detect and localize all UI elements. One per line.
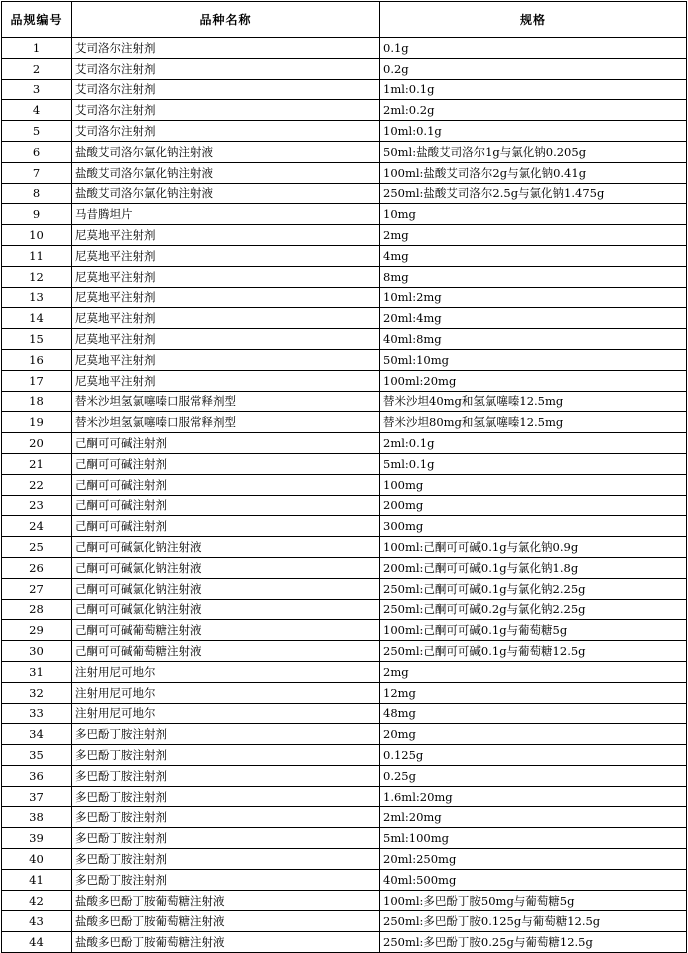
cell-spec-number: 33 bbox=[2, 703, 72, 724]
cell-drug-name: 尼莫地平注射剂 bbox=[72, 287, 380, 308]
cell-specification: 48mg bbox=[380, 703, 687, 724]
cell-drug-name: 盐酸艾司洛尔氯化钠注射液 bbox=[72, 162, 380, 183]
cell-drug-name: 艾司洛尔注射剂 bbox=[72, 121, 380, 142]
cell-spec-number: 14 bbox=[2, 308, 72, 329]
table-row bbox=[2, 911, 687, 932]
cell-drug-name: 己酮可可碱注射剂 bbox=[72, 453, 380, 474]
cell-drug-name: 注射用尼可地尔 bbox=[72, 682, 380, 703]
table-row bbox=[2, 100, 687, 121]
cell-drug-name: 己酮可可碱注射剂 bbox=[72, 516, 380, 537]
cell-specification: 100ml:己酮可可碱0.1g与氯化钠0.9g bbox=[380, 537, 687, 558]
table-row bbox=[2, 225, 687, 246]
cell-specification: 250ml:多巴酚丁胺0.125g与葡萄糖12.5g bbox=[380, 911, 687, 932]
cell-spec-number: 17 bbox=[2, 370, 72, 391]
cell-drug-name: 多巴酚丁胺注射剂 bbox=[72, 849, 380, 870]
cell-spec-number: 9 bbox=[2, 204, 72, 225]
cell-spec-number: 30 bbox=[2, 641, 72, 662]
table-row bbox=[2, 682, 687, 703]
cell-specification: 2mg bbox=[380, 225, 687, 246]
cell-drug-name: 尼莫地平注射剂 bbox=[72, 266, 380, 287]
table-row bbox=[2, 474, 687, 495]
table-row bbox=[2, 370, 687, 391]
cell-specification: 250ml:盐酸艾司洛尔2.5g与氯化钠1.475g bbox=[380, 183, 687, 204]
cell-specification: 100mg bbox=[380, 474, 687, 495]
cell-specification: 300mg bbox=[380, 516, 687, 537]
cell-drug-name: 注射用尼可地尔 bbox=[72, 661, 380, 682]
cell-specification: 8mg bbox=[380, 266, 687, 287]
table-row bbox=[2, 599, 687, 620]
cell-specification: 50ml:盐酸艾司洛尔1g与氯化钠0.205g bbox=[380, 141, 687, 162]
table-row bbox=[2, 453, 687, 474]
cell-drug-name: 尼莫地平注射剂 bbox=[72, 370, 380, 391]
table-row bbox=[2, 641, 687, 662]
cell-specification: 250ml:多巴酚丁胺0.25g与葡萄糖12.5g bbox=[380, 932, 687, 953]
cell-drug-name: 盐酸多巴酚丁胺葡萄糖注射液 bbox=[72, 890, 380, 911]
cell-specification: 20ml:4mg bbox=[380, 308, 687, 329]
cell-spec-number: 44 bbox=[2, 932, 72, 953]
table-row bbox=[2, 287, 687, 308]
cell-specification: 20mg bbox=[380, 724, 687, 745]
cell-drug-name: 己酮可可碱氯化钠注射液 bbox=[72, 578, 380, 599]
table-row bbox=[2, 516, 687, 537]
cell-drug-name: 多巴酚丁胺注射剂 bbox=[72, 745, 380, 766]
cell-spec-number: 16 bbox=[2, 349, 72, 370]
cell-specification: 10ml:2mg bbox=[380, 287, 687, 308]
cell-spec-number: 12 bbox=[2, 266, 72, 287]
table-row bbox=[2, 786, 687, 807]
cell-specification: 0.1g bbox=[380, 38, 687, 59]
cell-spec-number: 32 bbox=[2, 682, 72, 703]
cell-spec-number: 35 bbox=[2, 745, 72, 766]
cell-spec-number: 29 bbox=[2, 620, 72, 641]
cell-specification: 1.6ml:20mg bbox=[380, 786, 687, 807]
cell-specification: 10ml:0.1g bbox=[380, 121, 687, 142]
cell-spec-number: 8 bbox=[2, 183, 72, 204]
cell-drug-name: 己酮可可碱氯化钠注射液 bbox=[72, 557, 380, 578]
header-row bbox=[2, 2, 687, 38]
table-row bbox=[2, 703, 687, 724]
cell-specification: 200ml:己酮可可碱0.1g与氯化钠1.8g bbox=[380, 557, 687, 578]
drug-spec-table bbox=[1, 1, 687, 953]
cell-spec-number: 1 bbox=[2, 38, 72, 59]
cell-drug-name: 己酮可可碱氯化钠注射液 bbox=[72, 599, 380, 620]
table-body bbox=[2, 38, 687, 953]
cell-spec-number: 38 bbox=[2, 807, 72, 828]
cell-drug-name: 马昔腾坦片 bbox=[72, 204, 380, 225]
cell-spec-number: 42 bbox=[2, 890, 72, 911]
table-row bbox=[2, 745, 687, 766]
cell-specification: 2ml:0.2g bbox=[380, 100, 687, 121]
cell-spec-number: 3 bbox=[2, 79, 72, 100]
cell-spec-number: 25 bbox=[2, 537, 72, 558]
cell-spec-number: 28 bbox=[2, 599, 72, 620]
cell-specification: 5ml:100mg bbox=[380, 828, 687, 849]
table-row bbox=[2, 890, 687, 911]
cell-spec-number: 4 bbox=[2, 100, 72, 121]
cell-spec-number: 37 bbox=[2, 786, 72, 807]
cell-drug-name: 盐酸艾司洛尔氯化钠注射液 bbox=[72, 141, 380, 162]
cell-spec-number: 43 bbox=[2, 911, 72, 932]
cell-drug-name: 替米沙坦氢氯噻嗪口服常释剂型 bbox=[72, 412, 380, 433]
cell-spec-number: 20 bbox=[2, 433, 72, 454]
table-row bbox=[2, 141, 687, 162]
cell-drug-name: 盐酸艾司洛尔氯化钠注射液 bbox=[72, 183, 380, 204]
cell-spec-number: 36 bbox=[2, 765, 72, 786]
cell-specification: 0.25g bbox=[380, 765, 687, 786]
cell-spec-number: 6 bbox=[2, 141, 72, 162]
cell-drug-name: 替米沙坦氢氯噻嗪口服常释剂型 bbox=[72, 391, 380, 412]
cell-spec-number: 31 bbox=[2, 661, 72, 682]
table-row bbox=[2, 537, 687, 558]
table-row bbox=[2, 266, 687, 287]
cell-specification: 40ml:8mg bbox=[380, 329, 687, 350]
table-row bbox=[2, 121, 687, 142]
table-row bbox=[2, 38, 687, 59]
cell-drug-name: 多巴酚丁胺注射剂 bbox=[72, 724, 380, 745]
cell-drug-name: 多巴酚丁胺注射剂 bbox=[72, 765, 380, 786]
cell-specification: 4mg bbox=[380, 245, 687, 266]
header-drug-name: 品种名称 bbox=[72, 2, 380, 38]
cell-specification: 20ml:250mg bbox=[380, 849, 687, 870]
cell-spec-number: 5 bbox=[2, 121, 72, 142]
table-row bbox=[2, 869, 687, 890]
cell-spec-number: 15 bbox=[2, 329, 72, 350]
cell-spec-number: 19 bbox=[2, 412, 72, 433]
cell-specification: 100ml:20mg bbox=[380, 370, 687, 391]
cell-drug-name: 尼莫地平注射剂 bbox=[72, 349, 380, 370]
cell-drug-name: 尼莫地平注射剂 bbox=[72, 329, 380, 350]
cell-drug-name: 己酮可可碱葡萄糖注射液 bbox=[72, 620, 380, 641]
table-row bbox=[2, 849, 687, 870]
cell-drug-name: 己酮可可碱注射剂 bbox=[72, 495, 380, 516]
cell-specification: 200mg bbox=[380, 495, 687, 516]
cell-drug-name: 多巴酚丁胺注射剂 bbox=[72, 828, 380, 849]
cell-drug-name: 艾司洛尔注射剂 bbox=[72, 100, 380, 121]
cell-spec-number: 24 bbox=[2, 516, 72, 537]
cell-specification: 替米沙坦40mg和氢氯噻嗪12.5mg bbox=[380, 391, 687, 412]
table-row bbox=[2, 724, 687, 745]
cell-drug-name: 尼莫地平注射剂 bbox=[72, 245, 380, 266]
cell-specification: 250ml:己酮可可碱0.1g与葡萄糖12.5g bbox=[380, 641, 687, 662]
cell-drug-name: 盐酸多巴酚丁胺葡萄糖注射液 bbox=[72, 932, 380, 953]
table-row bbox=[2, 557, 687, 578]
cell-spec-number: 10 bbox=[2, 225, 72, 246]
cell-specification: 100ml:己酮可可碱0.1g与葡萄糖5g bbox=[380, 620, 687, 641]
table-row bbox=[2, 412, 687, 433]
cell-specification: 0.125g bbox=[380, 745, 687, 766]
cell-spec-number: 2 bbox=[2, 58, 72, 79]
cell-drug-name: 多巴酚丁胺注射剂 bbox=[72, 807, 380, 828]
cell-spec-number: 11 bbox=[2, 245, 72, 266]
cell-specification: 10mg bbox=[380, 204, 687, 225]
cell-specification: 2ml:0.1g bbox=[380, 433, 687, 454]
cell-drug-name: 注射用尼可地尔 bbox=[72, 703, 380, 724]
cell-specification: 250ml:己酮可可碱0.1g与氯化钠2.25g bbox=[380, 578, 687, 599]
cell-spec-number: 23 bbox=[2, 495, 72, 516]
cell-specification: 替米沙坦80mg和氢氯噻嗪12.5mg bbox=[380, 412, 687, 433]
table-row bbox=[2, 245, 687, 266]
table-row bbox=[2, 183, 687, 204]
cell-drug-name: 多巴酚丁胺注射剂 bbox=[72, 869, 380, 890]
table-row bbox=[2, 661, 687, 682]
cell-drug-name: 己酮可可碱注射剂 bbox=[72, 474, 380, 495]
table-row bbox=[2, 349, 687, 370]
table-row bbox=[2, 807, 687, 828]
cell-spec-number: 22 bbox=[2, 474, 72, 495]
cell-drug-name: 多巴酚丁胺注射剂 bbox=[72, 786, 380, 807]
cell-drug-name: 己酮可可碱氯化钠注射液 bbox=[72, 537, 380, 558]
cell-specification: 250ml:己酮可可碱0.2g与氯化钠2.25g bbox=[380, 599, 687, 620]
cell-spec-number: 34 bbox=[2, 724, 72, 745]
cell-specification: 12mg bbox=[380, 682, 687, 703]
cell-spec-number: 27 bbox=[2, 578, 72, 599]
cell-drug-name: 己酮可可碱葡萄糖注射液 bbox=[72, 641, 380, 662]
cell-spec-number: 41 bbox=[2, 869, 72, 890]
table-row bbox=[2, 162, 687, 183]
table-row bbox=[2, 58, 687, 79]
table-row bbox=[2, 204, 687, 225]
table-row bbox=[2, 620, 687, 641]
cell-drug-name: 艾司洛尔注射剂 bbox=[72, 38, 380, 59]
table-row bbox=[2, 433, 687, 454]
table-row bbox=[2, 495, 687, 516]
cell-specification: 40ml:500mg bbox=[380, 869, 687, 890]
table-row bbox=[2, 308, 687, 329]
cell-drug-name: 盐酸多巴酚丁胺葡萄糖注射液 bbox=[72, 911, 380, 932]
table-row bbox=[2, 765, 687, 786]
table-row bbox=[2, 79, 687, 100]
cell-specification: 0.2g bbox=[380, 58, 687, 79]
cell-spec-number: 40 bbox=[2, 849, 72, 870]
cell-drug-name: 己酮可可碱注射剂 bbox=[72, 433, 380, 454]
cell-drug-name: 尼莫地平注射剂 bbox=[72, 308, 380, 329]
cell-spec-number: 21 bbox=[2, 453, 72, 474]
cell-spec-number: 26 bbox=[2, 557, 72, 578]
cell-spec-number: 13 bbox=[2, 287, 72, 308]
cell-specification: 5ml:0.1g bbox=[380, 453, 687, 474]
cell-specification: 2ml:20mg bbox=[380, 807, 687, 828]
cell-specification: 100ml:盐酸艾司洛尔2g与氯化钠0.41g bbox=[380, 162, 687, 183]
cell-spec-number: 7 bbox=[2, 162, 72, 183]
cell-drug-name: 艾司洛尔注射剂 bbox=[72, 79, 380, 100]
cell-spec-number: 18 bbox=[2, 391, 72, 412]
table-row bbox=[2, 932, 687, 953]
header-spec-number: 品规编号 bbox=[2, 2, 72, 38]
cell-specification: 2mg bbox=[380, 661, 687, 682]
cell-specification: 100ml:多巴酚丁胺50mg与葡萄糖5g bbox=[380, 890, 687, 911]
table-row bbox=[2, 329, 687, 350]
table-row bbox=[2, 578, 687, 599]
header-specification: 规格 bbox=[380, 2, 687, 38]
cell-spec-number: 39 bbox=[2, 828, 72, 849]
cell-drug-name: 尼莫地平注射剂 bbox=[72, 225, 380, 246]
table-row bbox=[2, 828, 687, 849]
table-row bbox=[2, 391, 687, 412]
cell-specification: 50ml:10mg bbox=[380, 349, 687, 370]
cell-drug-name: 艾司洛尔注射剂 bbox=[72, 58, 380, 79]
cell-specification: 1ml:0.1g bbox=[380, 79, 687, 100]
